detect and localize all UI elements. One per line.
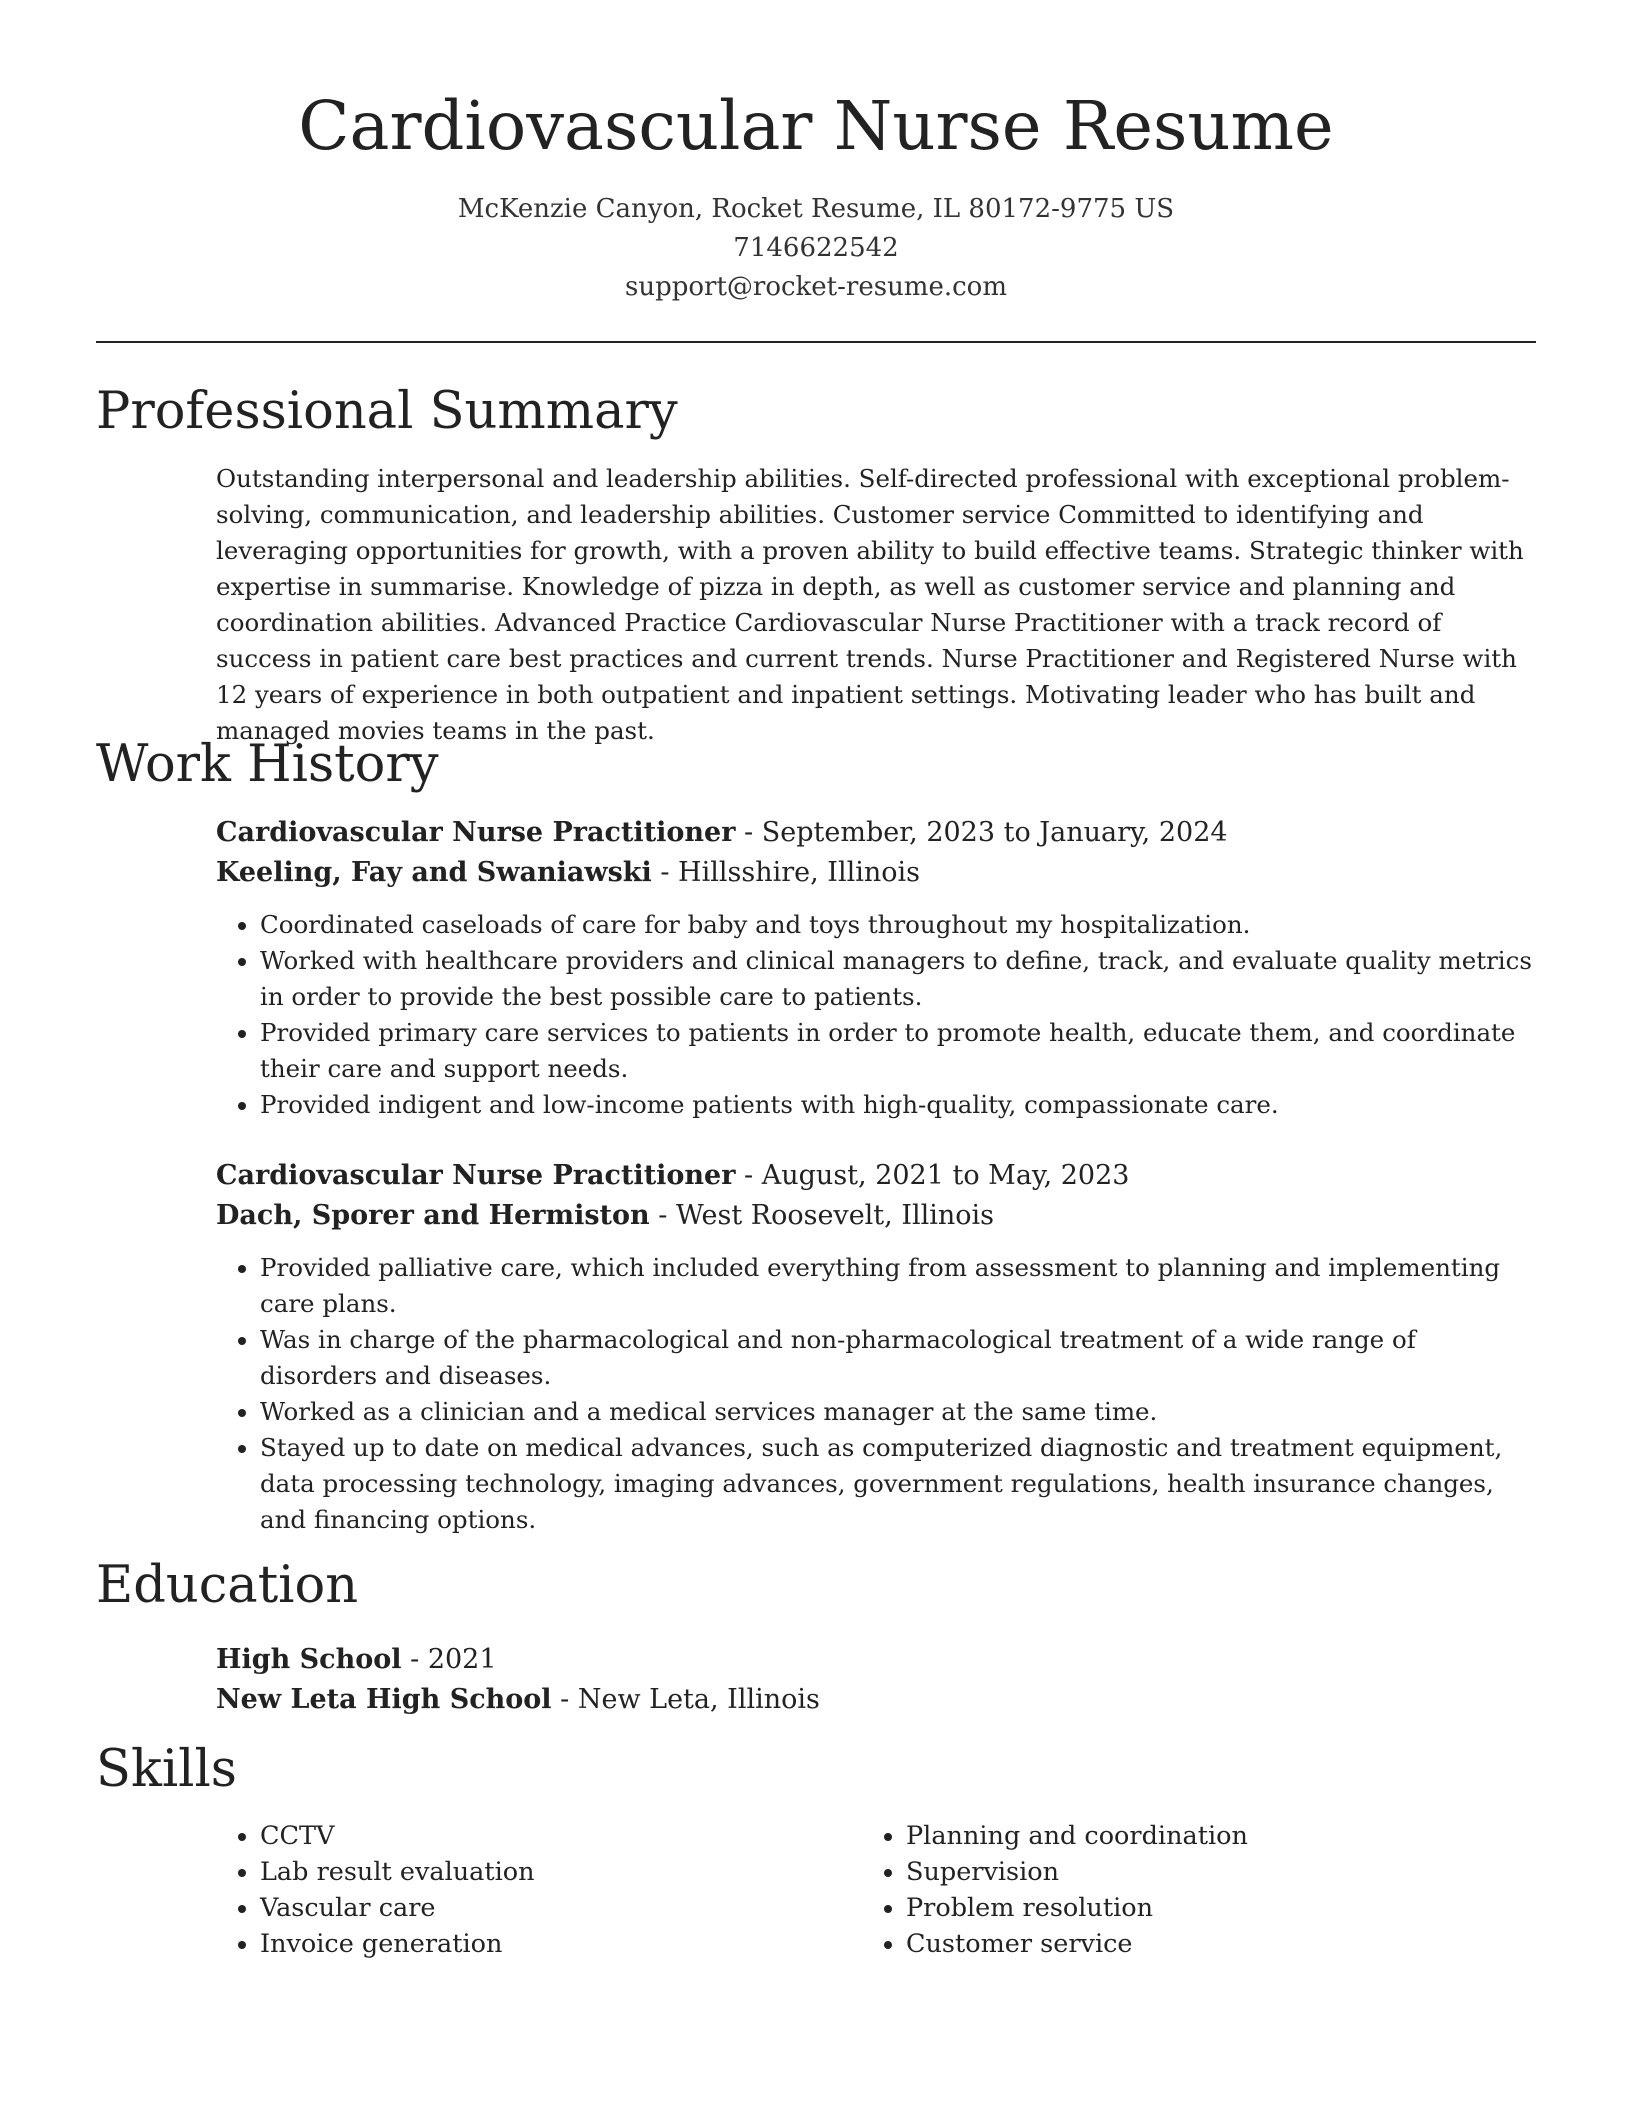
job-location: - Hillsshire, Illinois bbox=[651, 857, 920, 888]
job-bullet: • Was in charge of the pharmacological and non-pharmacological treatment of a wide range of disorders and diseases. bbox=[260, 1322, 1536, 1394]
job-title-line bbox=[216, 1156, 1536, 1196]
job-location: - West Roosevelt, Illinois bbox=[649, 1200, 995, 1231]
job-bullet: • Provided palliative care, which included everything from assessment to planning and implementing care plans. bbox=[260, 1250, 1536, 1322]
job-bullet-list bbox=[216, 907, 1536, 1123]
job-title-line bbox=[216, 813, 1536, 853]
education-location: - New Leta, Illinois bbox=[551, 1684, 820, 1715]
job-bullet: • Stayed up to date on medical advances, such as computerized diagnostic and treatment equipment, data processing technology, imaging advances, government regulations, health insurance changes, and financing options. bbox=[260, 1430, 1536, 1538]
header-divider bbox=[96, 341, 1536, 343]
skill-item: • Supervision bbox=[906, 1854, 1248, 1890]
education-degree-line bbox=[216, 1640, 1536, 1680]
contact-block bbox=[96, 190, 1536, 307]
job-bullet-list bbox=[216, 1250, 1536, 1538]
skill-item: • Problem resolution bbox=[906, 1890, 1248, 1926]
education-year: - 2021 bbox=[401, 1644, 497, 1675]
skill-item: • CCTV bbox=[260, 1818, 535, 1854]
job-bullet: • Worked as a clinician and a medical services manager at the same time. bbox=[260, 1394, 1536, 1430]
skill-item: • Customer service bbox=[906, 1926, 1248, 1962]
summary-text: Outstanding interpersonal and leadership abilities. Self-directed professional with exceptional problem-solving, communication, and leadership abilities. Customer service Committed to identifying and leveraging opportunities for growth, with a proven ability to build effective teams. Strategic thinker with expertise in summarise. Knowledge of pizza in depth, as well as customer service and planning and coordination abilities. Advanced Practice Cardiovascular Nurse Practitioner with a track record of success in patient care best practices and current trends. Nurse Practitioner and Registered Nurse with 12 years of experience in both outpatient and inpatient settings. Motivating leader who has built and managed movies teams in the past. bbox=[216, 464, 1524, 745]
contact-phone: 7146622542 bbox=[733, 233, 899, 263]
education-entry bbox=[216, 1640, 1536, 1720]
job-bullet: • Worked with healthcare providers and clinical managers to define, track, and evaluate quality metrics in order to provide the best possible care to patients. bbox=[260, 943, 1536, 1015]
job-company: Dach, Sporer and Hermiston bbox=[216, 1200, 650, 1231]
skill-item: • Lab result evaluation bbox=[260, 1854, 535, 1890]
job-title: Cardiovascular Nurse Practitioner bbox=[216, 1160, 736, 1191]
job-company-line bbox=[216, 1196, 1536, 1236]
skills-list-right bbox=[862, 1818, 1248, 1962]
skill-item: • Vascular care bbox=[260, 1890, 535, 1926]
skill-item: • Invoice generation bbox=[260, 1926, 535, 1962]
skills-list-left bbox=[216, 1818, 535, 1962]
skills-heading: Skills bbox=[96, 1740, 237, 1799]
contact-email: support@rocket-resume.com bbox=[624, 272, 1007, 302]
education-school-line bbox=[216, 1680, 1536, 1720]
resume-title: Cardiovascular Nurse Resume bbox=[298, 87, 1334, 165]
job-bullet: • Coordinated caseloads of care for baby and toys throughout my hospitalization. bbox=[260, 907, 1536, 943]
education-degree: High School bbox=[216, 1644, 402, 1675]
education-school: New Leta High School bbox=[216, 1684, 552, 1715]
job-entry bbox=[216, 813, 1536, 1123]
job-company-line bbox=[216, 853, 1536, 893]
job-dates: - September, 2023 to January, 2024 bbox=[735, 817, 1228, 848]
job-entry bbox=[216, 1156, 1536, 1538]
contact-address: McKenzie Canyon, Rocket Resume, IL 80172-9775 US bbox=[457, 194, 1175, 224]
summary-heading: Professional Summary bbox=[96, 382, 678, 441]
job-bullet: • Provided indigent and low-income patients with high-quality, compassionate care. bbox=[260, 1087, 1536, 1123]
skill-item: • Planning and coordination bbox=[906, 1818, 1248, 1854]
summary-section bbox=[216, 461, 1536, 749]
job-bullet: • Provided primary care services to patients in order to promote health, educate them, and coordinate their care and support needs. bbox=[260, 1015, 1536, 1087]
job-dates: - August, 2021 to May, 2023 bbox=[735, 1160, 1130, 1191]
job-company: Keeling, Fay and Swaniawski bbox=[216, 857, 652, 888]
job-title: Cardiovascular Nurse Practitioner bbox=[216, 817, 736, 848]
education-heading: Education bbox=[96, 1556, 359, 1615]
work-history-heading: Work History bbox=[96, 735, 439, 794]
